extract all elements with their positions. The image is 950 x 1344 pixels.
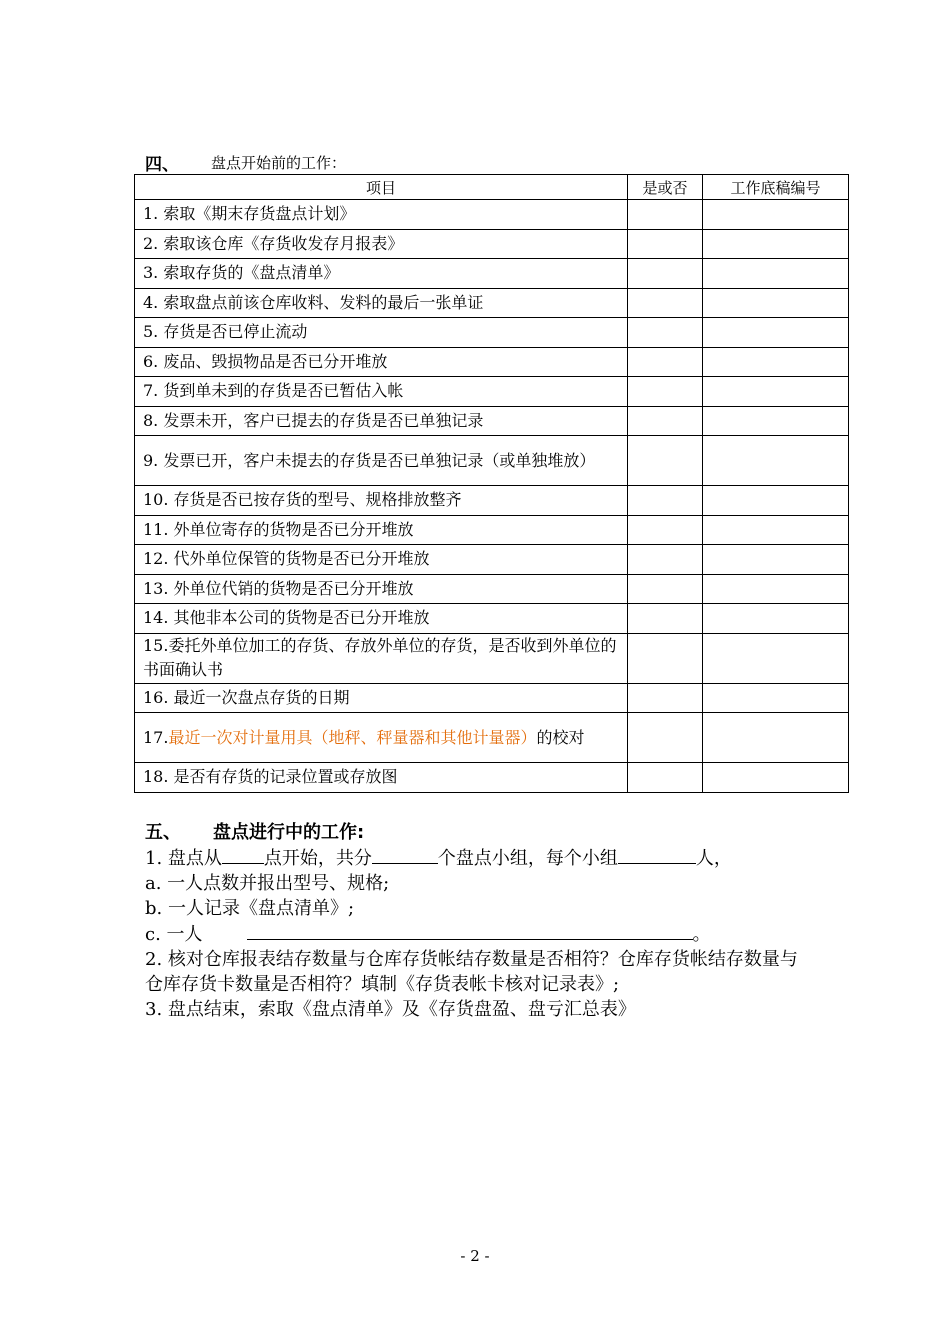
row-item: 13. 外单位代销的货物是否已分开堆放 [135,574,628,604]
yes-no-cell[interactable] [628,633,703,683]
row-item: 15.委托外单位加工的存货、存放外单位的存货，是否收到外单位的书面确认书 [135,633,628,683]
row-item: 2. 索取该仓库《存货收发存月报表》 [135,229,628,259]
yes-no-cell[interactable] [628,486,703,516]
row-item: 8. 发票未开，客户已提去的存货是否已单独记录 [135,406,628,436]
row-17-suffix: 的校对 [536,727,585,747]
line-a: a. 一人点数并报出型号、规格; [145,873,390,894]
row-item: 1. 索取《期末存货盘点计划》 [135,200,628,230]
yes-no-cell[interactable] [628,259,703,289]
yes-no-cell[interactable] [628,763,703,793]
workpaper-cell[interactable] [703,347,849,377]
table-row [135,200,849,230]
line1-text-c: 个盘点小组，每个小组 [437,848,618,869]
line-c-end: 。 [692,924,711,945]
item-2: 2. 核对仓库报表结存数量与仓库存货帐结存数量是否相符？仓库存货帐结存数量与仓库存货卡数量是否相符？填制《存货表帐卡核对记录表》; [145,949,798,995]
workpaper-cell[interactable] [703,683,849,713]
yes-no-cell[interactable] [628,713,703,763]
row-item: 16. 最近一次盘点存货的日期 [135,683,628,713]
count-schedule-line [145,845,815,871]
yes-no-cell[interactable] [628,200,703,230]
row-17-prefix: 17. [143,727,169,747]
table-row [135,633,849,683]
section-5-title: 盘点进行中的工作: [213,822,365,843]
workpaper-cell[interactable] [703,604,849,634]
section-4-number: 四、 [145,154,179,175]
table-row [135,347,849,377]
workpaper-cell[interactable] [703,200,849,230]
row-item [135,713,628,763]
table-row [135,604,849,634]
table-row [135,545,849,575]
table-row [135,229,849,259]
header-yes-no: 是或否 [628,175,703,200]
table-row [135,763,849,793]
table-row [135,486,849,516]
row-17-highlight: 最近一次对计量用具（地秤、秤量器和其他计量器） [168,727,537,747]
row-item: 14. 其他非本公司的货物是否已分开堆放 [135,604,628,634]
header-item: 项目 [135,175,628,200]
row-item: 18. 是否有存货的记录位置或存放图 [135,763,628,793]
section-5-heading [145,820,815,845]
yes-no-cell[interactable] [628,683,703,713]
workpaper-cell[interactable] [703,259,849,289]
line-b: b. 一人记录《盘点清单》; [145,898,355,919]
section-5-number: 五、 [145,822,181,843]
section-4-heading [145,150,346,174]
row-item: 3. 索取存货的《盘点清单》 [135,259,628,289]
table-row [135,713,849,763]
yes-no-cell[interactable] [628,436,703,486]
table-header-row [135,175,849,200]
workpaper-cell[interactable] [703,515,849,545]
people-per-group-blank[interactable] [618,845,696,864]
workpaper-cell[interactable] [703,377,849,407]
workpaper-cell[interactable] [703,545,849,575]
workpaper-cell[interactable] [703,574,849,604]
workpaper-cell[interactable] [703,486,849,516]
line-c-label: c. 一人 [145,924,203,945]
section-5 [145,820,815,1022]
workpaper-cell[interactable] [703,288,849,318]
row-item: 4. 索取盘点前该仓库收料、发料的最后一张单证 [135,288,628,318]
page-number: - 2 - [460,1247,490,1265]
group-count-blank[interactable] [372,845,438,864]
row-item: 7. 货到单未到的存货是否已暂估入帐 [135,377,628,407]
third-person-duty-blank[interactable] [247,921,693,940]
header-workpaper-number: 工作底稿编号 [703,175,849,200]
line1-text-b: 点开始，共分 [263,848,372,869]
table-row [135,406,849,436]
yes-no-cell[interactable] [628,347,703,377]
row-item: 5. 存货是否已停止流动 [135,318,628,348]
yes-no-cell[interactable] [628,515,703,545]
workpaper-cell[interactable] [703,713,849,763]
section-4-title: 盘点开始前的工作： [211,153,347,172]
yes-no-cell[interactable] [628,288,703,318]
table-row [135,683,849,713]
yes-no-cell[interactable] [628,377,703,407]
workpaper-cell[interactable] [703,763,849,793]
yes-no-cell[interactable] [628,545,703,575]
row-item: 10. 存货是否已按存货的型号、规格排放整齐 [135,486,628,516]
start-time-blank[interactable] [222,845,264,864]
line1-text-a: 1. 盘点从 [145,848,222,869]
workpaper-cell[interactable] [703,318,849,348]
row-item: 12. 代外单位保管的货物是否已分开堆放 [135,545,628,575]
line1-text-d: 人， [695,848,732,869]
table-row [135,259,849,289]
yes-no-cell[interactable] [628,574,703,604]
row-item: 6. 废品、毁损物品是否已分开堆放 [135,347,628,377]
workpaper-cell[interactable] [703,436,849,486]
workpaper-cell[interactable] [703,633,849,683]
table-row [135,574,849,604]
row-item: 9. 发票已开，客户未提去的存货是否已单独记录（或单独堆放） [135,436,628,486]
yes-no-cell[interactable] [628,318,703,348]
yes-no-cell[interactable] [628,406,703,436]
pre-count-checklist-table [134,174,849,793]
table-row [135,515,849,545]
workpaper-cell[interactable] [703,406,849,436]
table-row [135,436,849,486]
yes-no-cell[interactable] [628,604,703,634]
table-row [135,288,849,318]
workpaper-cell[interactable] [703,229,849,259]
table-row [135,377,849,407]
line-c [145,921,815,947]
item-3: 3. 盘点结束，索取《盘点清单》及《存货盘盈、盘亏汇总表》 [145,999,636,1020]
yes-no-cell[interactable] [628,229,703,259]
table-row [135,318,849,348]
row-item: 11. 外单位寄存的货物是否已分开堆放 [135,515,628,545]
